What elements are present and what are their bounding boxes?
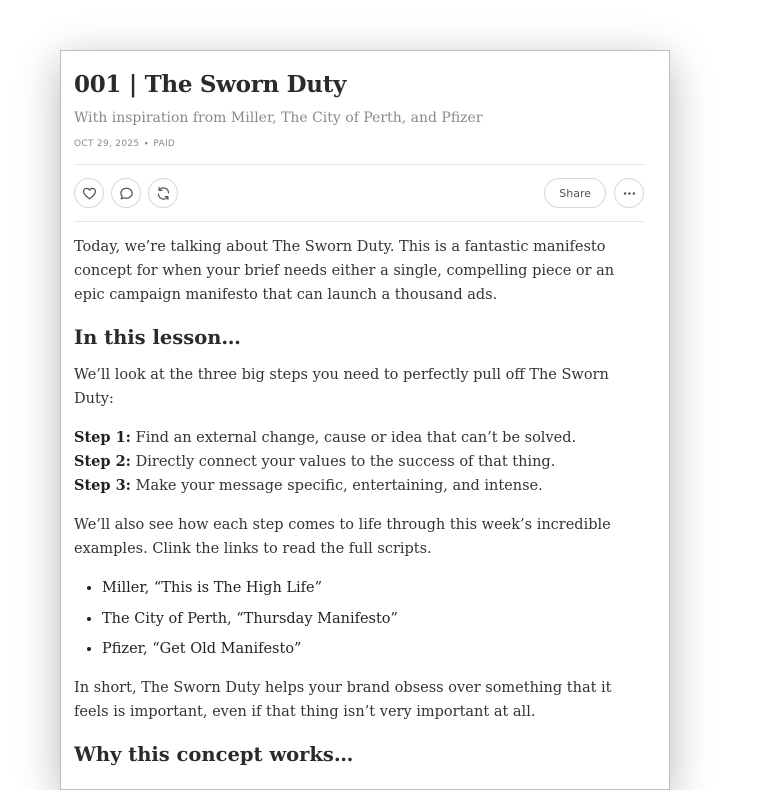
step-label: Step 2:: [74, 453, 132, 470]
comment-icon: [119, 186, 134, 201]
heart-icon: [82, 186, 97, 201]
step-item: [74, 450, 644, 474]
share-button[interactable]: Share: [544, 178, 606, 208]
step-item: [74, 426, 644, 450]
step-label: Step 3:: [74, 477, 132, 494]
post-card: [60, 50, 670, 790]
post-date: OCT 29, 2025: [74, 139, 140, 149]
step-text: Find an external change, cause or idea that can’t be solved.: [131, 430, 577, 446]
examples-intro: We’ll also see how each step comes to life through this week’s incredible examples. Clink the links to read the full scripts.: [74, 517, 611, 557]
post-body: [74, 222, 644, 768]
example-link[interactable]: • The City of Perth, “Thursday Manifesto”: [102, 607, 644, 631]
meta-separator: ∙: [143, 139, 150, 149]
post-meta: [74, 137, 644, 151]
lesson-heading: In this lesson…: [74, 326, 241, 349]
step-item: [74, 474, 644, 498]
like-button[interactable]: [74, 178, 104, 208]
examples-list: [74, 576, 644, 661]
more-button[interactable]: [614, 178, 644, 208]
intro-paragraph: Today, we’re talking about The Sworn Duty. This is a fantastic manifesto concept for when your brief needs either a single, compelling piece or an epic campaign manifesto that can launch a thousand ads.: [74, 239, 615, 303]
step-text: Make your message specific, entertaining, and intense.: [131, 478, 543, 494]
example-link[interactable]: • Miller, “This is The High Life”: [102, 576, 644, 600]
ellipsis-icon: [622, 186, 637, 201]
comment-button[interactable]: [111, 178, 141, 208]
post-subtitle: With inspiration from Miller, The City of Perth, and Pfizer: [74, 110, 483, 126]
step-text: Directly connect your values to the success of that thing.: [131, 454, 556, 470]
restack-icon: [156, 186, 171, 201]
why-heading: Why this concept works…: [74, 743, 354, 766]
step-label: Step 1:: [74, 429, 132, 446]
restack-button[interactable]: [148, 178, 178, 208]
lesson-intro: We’ll look at the three big steps you need to perfectly pull off The Sworn Duty:: [74, 367, 609, 407]
example-link[interactable]: • Pfizer, “Get Old Manifesto”: [102, 637, 644, 661]
access-badge: PAID: [153, 139, 176, 149]
summary-paragraph: In short, The Sworn Duty helps your brand obsess over something that it feels is important, even if that thing isn’t very important at all.: [74, 680, 612, 720]
post-title: 001 | The Sworn Duty: [74, 71, 347, 98]
steps-list: [74, 426, 644, 498]
post-actions: [74, 165, 644, 221]
